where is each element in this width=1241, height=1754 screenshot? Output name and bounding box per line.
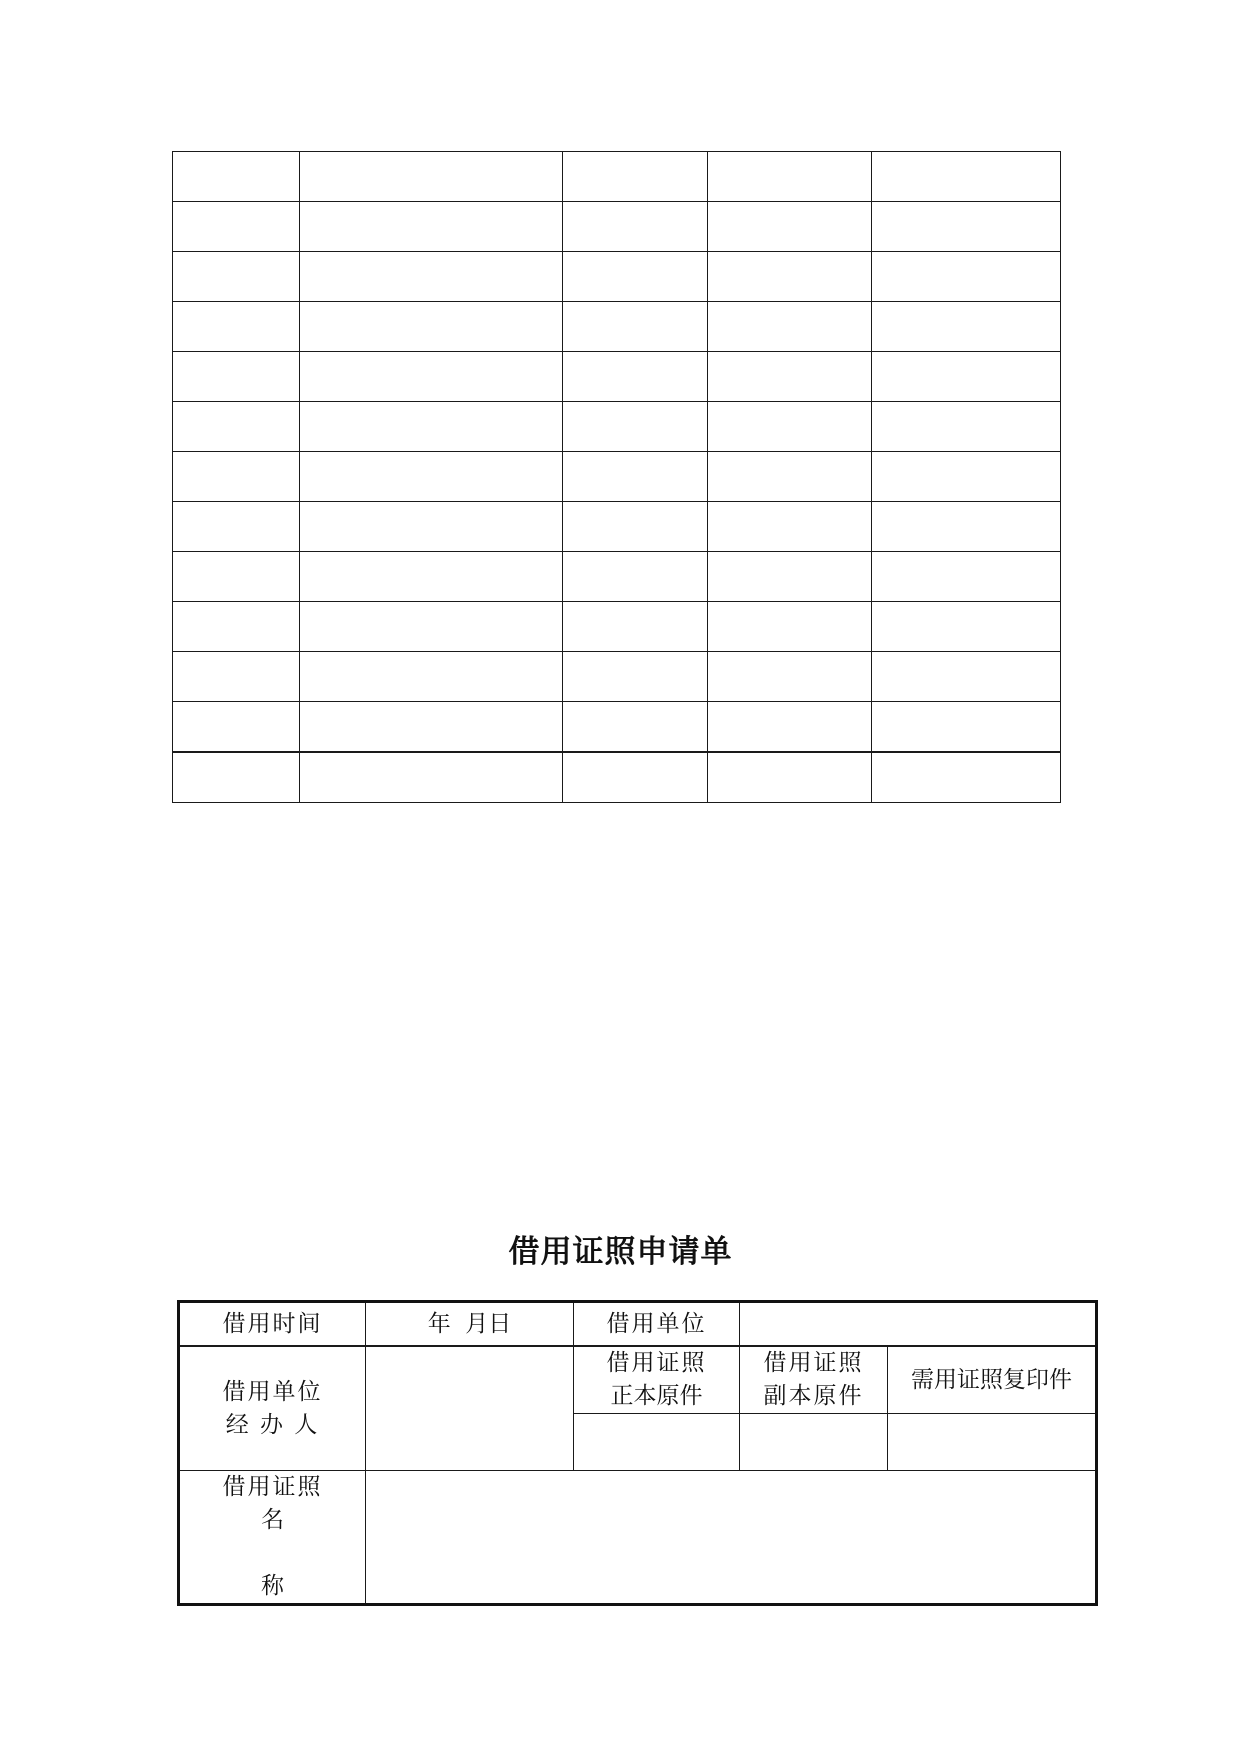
handler-field[interactable] [366,1346,574,1471]
ledger-cell[interactable] [872,302,1061,352]
ledger-cell[interactable] [708,502,872,552]
ledger-cell[interactable] [173,502,300,552]
ledger-cell[interactable] [173,702,300,753]
ledger-cell[interactable] [708,552,872,602]
ledger-cell[interactable] [872,502,1061,552]
ledger-cell[interactable] [300,752,563,803]
ledger-cell[interactable] [872,152,1061,202]
ledger-cell[interactable] [563,402,708,452]
ledger-cell[interactable] [300,452,563,502]
ledger-cell[interactable] [300,352,563,402]
ledger-cell[interactable] [872,252,1061,302]
ledger-cell[interactable] [872,702,1061,753]
ledger-cell[interactable] [300,152,563,202]
form-row-license-name [179,1471,1097,1605]
original-license-label: 借用证照 正本原件 [574,1346,740,1414]
ledger-cell[interactable] [173,602,300,652]
ledger-cell[interactable] [872,602,1061,652]
ledger-row [173,752,1061,803]
ledger-cell[interactable] [563,452,708,502]
ledger-row [173,302,1061,352]
ledger-cell[interactable] [173,352,300,402]
ledger-cell[interactable] [872,352,1061,402]
ledger-cell[interactable] [173,652,300,702]
ledger-row [173,202,1061,252]
ledger-cell[interactable] [173,152,300,202]
ledger-cell[interactable] [300,552,563,602]
ledger-row [173,252,1061,302]
handler-label: 借用单位 经 办 人 [179,1346,366,1471]
ledger-cell[interactable] [708,652,872,702]
ledger-cell[interactable] [300,652,563,702]
ledger-cell[interactable] [708,702,872,753]
ledger-cell[interactable] [300,602,563,652]
borrow-unit-field[interactable] [740,1302,1097,1347]
form-row-time [179,1302,1097,1347]
ledger-row [173,602,1061,652]
ledger-cell[interactable] [173,402,300,452]
ledger-cell[interactable] [173,552,300,602]
ledger-cell[interactable] [173,202,300,252]
ledger-cell[interactable] [563,702,708,753]
ledger-cell[interactable] [708,452,872,502]
blank-ledger-table [172,151,1061,803]
borrow-unit-label: 借用单位 [574,1302,740,1347]
ledger-cell[interactable] [872,552,1061,602]
ledger-cell[interactable] [563,602,708,652]
ledger-cell[interactable] [708,252,872,302]
copy-license-original-field[interactable] [740,1414,888,1471]
ledger-cell[interactable] [563,302,708,352]
ledger-cell[interactable] [708,602,872,652]
ledger-cell[interactable] [563,752,708,803]
ledger-cell[interactable] [563,552,708,602]
form-title: 借用证照申请单 [508,1234,733,1270]
license-borrow-application-form [177,1300,1098,1606]
ledger-cell[interactable] [872,652,1061,702]
ledger-cell[interactable] [872,402,1061,452]
ledger-row [173,502,1061,552]
ledger-cell[interactable] [872,202,1061,252]
ledger-cell[interactable] [300,252,563,302]
ledger-cell[interactable] [563,652,708,702]
borrow-date-field[interactable]: 年 月日 [366,1302,574,1347]
ledger-cell[interactable] [708,402,872,452]
ledger-cell[interactable] [300,502,563,552]
ledger-cell[interactable] [563,152,708,202]
ledger-row [173,402,1061,452]
ledger-cell[interactable] [173,452,300,502]
ledger-cell[interactable] [708,202,872,252]
ledger-row [173,152,1061,202]
ledger-cell[interactable] [708,152,872,202]
ledger-cell[interactable] [173,252,300,302]
photocopy-field[interactable] [888,1414,1097,1471]
ledger-row [173,552,1061,602]
ledger-cell[interactable] [708,752,872,803]
ledger-cell[interactable] [708,302,872,352]
ledger-cell[interactable] [300,402,563,452]
ledger-cell[interactable] [173,302,300,352]
ledger-row [173,652,1061,702]
original-license-field[interactable] [574,1414,740,1471]
ledger-cell[interactable] [872,752,1061,803]
ledger-cell[interactable] [563,502,708,552]
ledger-cell[interactable] [300,202,563,252]
form-row-handler-headers [179,1346,1097,1414]
license-name-field[interactable] [366,1471,1097,1605]
ledger-row [173,452,1061,502]
photocopy-label: 需用证照复印件 [888,1346,1097,1414]
ledger-cell[interactable] [300,702,563,753]
ledger-cell[interactable] [173,752,300,803]
ledger-row [173,702,1061,753]
ledger-cell[interactable] [872,452,1061,502]
ledger-cell[interactable] [563,352,708,402]
ledger-cell[interactable] [708,352,872,402]
borrow-time-label: 借用时间 [179,1302,366,1347]
ledger-cell[interactable] [563,252,708,302]
ledger-cell[interactable] [300,302,563,352]
ledger-cell[interactable] [563,202,708,252]
ledger-row [173,352,1061,402]
license-name-label: 借用证照 名 称 [179,1471,366,1605]
copy-license-original-label: 借用证照 副本原件 [740,1346,888,1414]
